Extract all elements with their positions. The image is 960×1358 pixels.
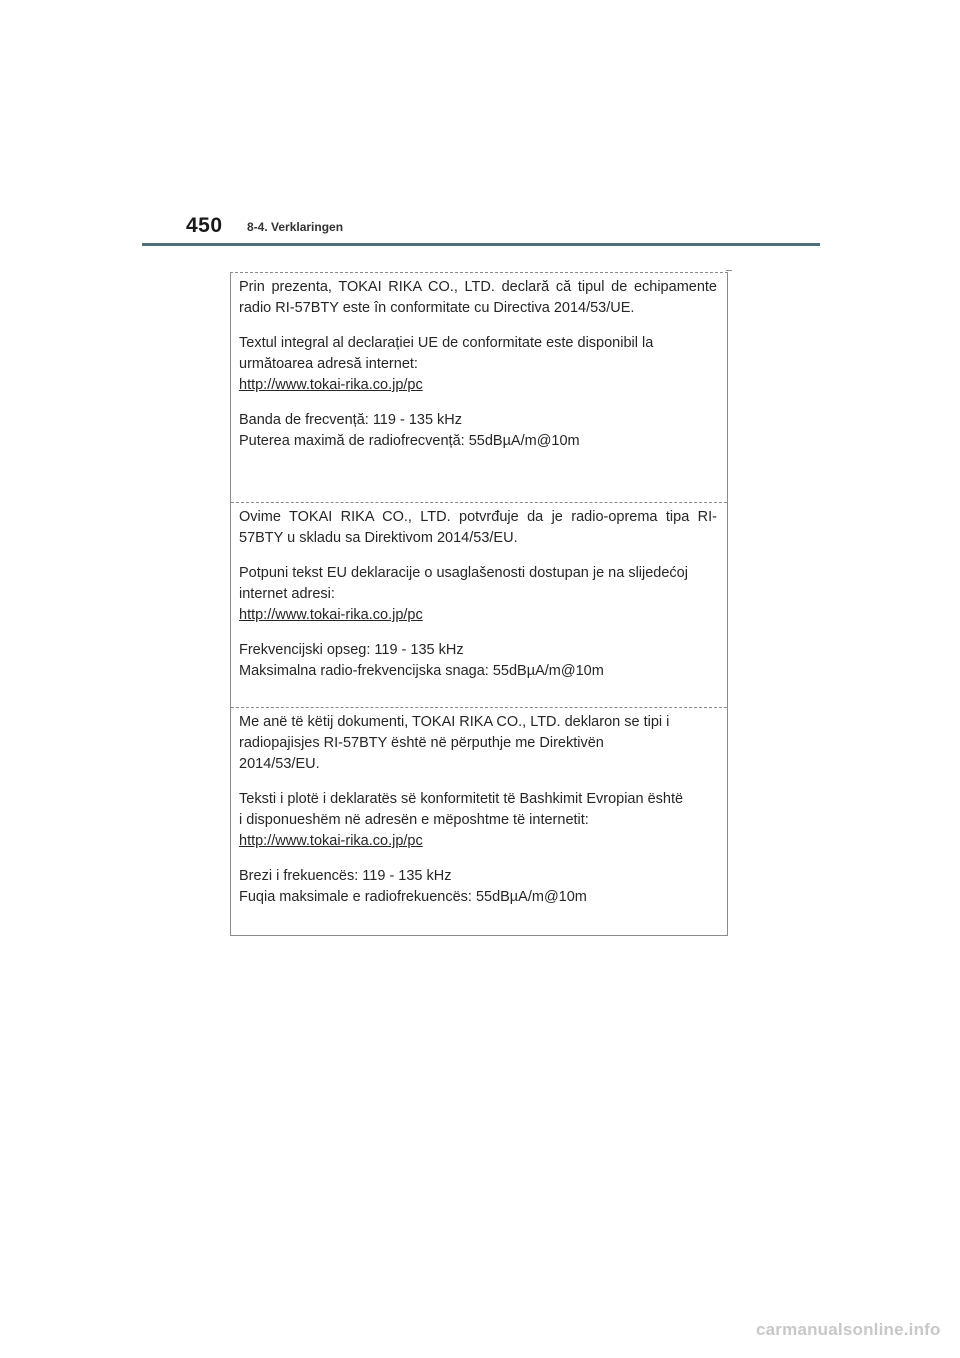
full-text-line: internet adresi: — [239, 586, 335, 602]
declaration-line: radiopajisjes RI-57BTY është në përputhje me Direktivën — [239, 735, 604, 751]
max-power: Maksimalna radio-frekvencijska snaga: 55dBµA/m@10m — [239, 663, 604, 679]
technical-specs — [239, 640, 717, 682]
page-number: 450 — [186, 214, 223, 237]
declaration-box — [230, 272, 728, 936]
technical-specs — [239, 410, 717, 452]
declaration-line: 2014/53/EU. — [239, 756, 320, 772]
declaration-url-link[interactable]: http://www.tokai-rika.co.jp/pc — [239, 607, 423, 623]
max-power: Puterea maximă de radiofrecvență: 55dBµA/m@10m — [239, 433, 580, 449]
declaration-text: Ovime TOKAI RIKA CO., LTD. potvrđuje da je radio-oprema tipa RI-57BTY u skladu sa Direktivom 2014/53/EU. — [239, 509, 717, 546]
declaration-bosnian — [231, 502, 727, 696]
max-power: Fuqia maksimale e radiofrekuencës: 55dBµA/m@10m — [239, 889, 587, 905]
frequency-band: Brezi i frekuencës: 119 - 135 kHz — [239, 868, 452, 884]
full-text-notice — [239, 563, 717, 626]
frequency-band: Frekvencijski opseg: 119 - 135 kHz — [239, 642, 464, 658]
frequency-band: Banda de frecvență: 119 - 135 kHz — [239, 412, 463, 428]
declaration-url-link[interactable]: http://www.tokai-rika.co.jp/pc — [239, 833, 423, 849]
declaration-albanian — [231, 707, 727, 922]
declaration-url-link[interactable]: http://www.tokai-rika.co.jp/pc — [239, 377, 423, 393]
full-text-line: i disponueshëm në adresën e mëposhtme të internetit: — [239, 812, 589, 828]
box-corner-mark — [726, 270, 732, 271]
full-text-line: Textul integral al declarației UE de conformitate este disponibil la — [239, 335, 654, 351]
declaration-romanian — [231, 277, 727, 466]
full-text-notice — [239, 333, 717, 396]
declaration-text: Prin prezenta, TOKAI RIKA CO., LTD. declară că tipul de echipamente radio RI-57BTY este în conformitate cu Directiva 2014/53/UE. — [239, 279, 717, 316]
technical-specs — [239, 866, 717, 908]
full-text-notice — [239, 789, 717, 852]
declaration-text — [239, 712, 717, 775]
site-watermark: carmanualsonline.info — [756, 1320, 941, 1339]
full-text-line: următoarea adresă internet: — [239, 356, 418, 372]
full-text-line: Potpuni tekst EU deklaracije o usaglašenosti dostupan je na slijedećoj — [239, 565, 688, 581]
header-rule — [142, 243, 820, 246]
full-text-line: Teksti i plotë i deklaratës së konformitetit të Bashkimit Evropian është — [239, 791, 684, 807]
section-title: 8-4. Verklaringen — [247, 220, 344, 234]
page-header — [0, 0, 960, 250]
declaration-line: Me anë të këtij dokumenti, TOKAI RIKA CO., LTD. deklaron se tipi i — [239, 714, 670, 730]
